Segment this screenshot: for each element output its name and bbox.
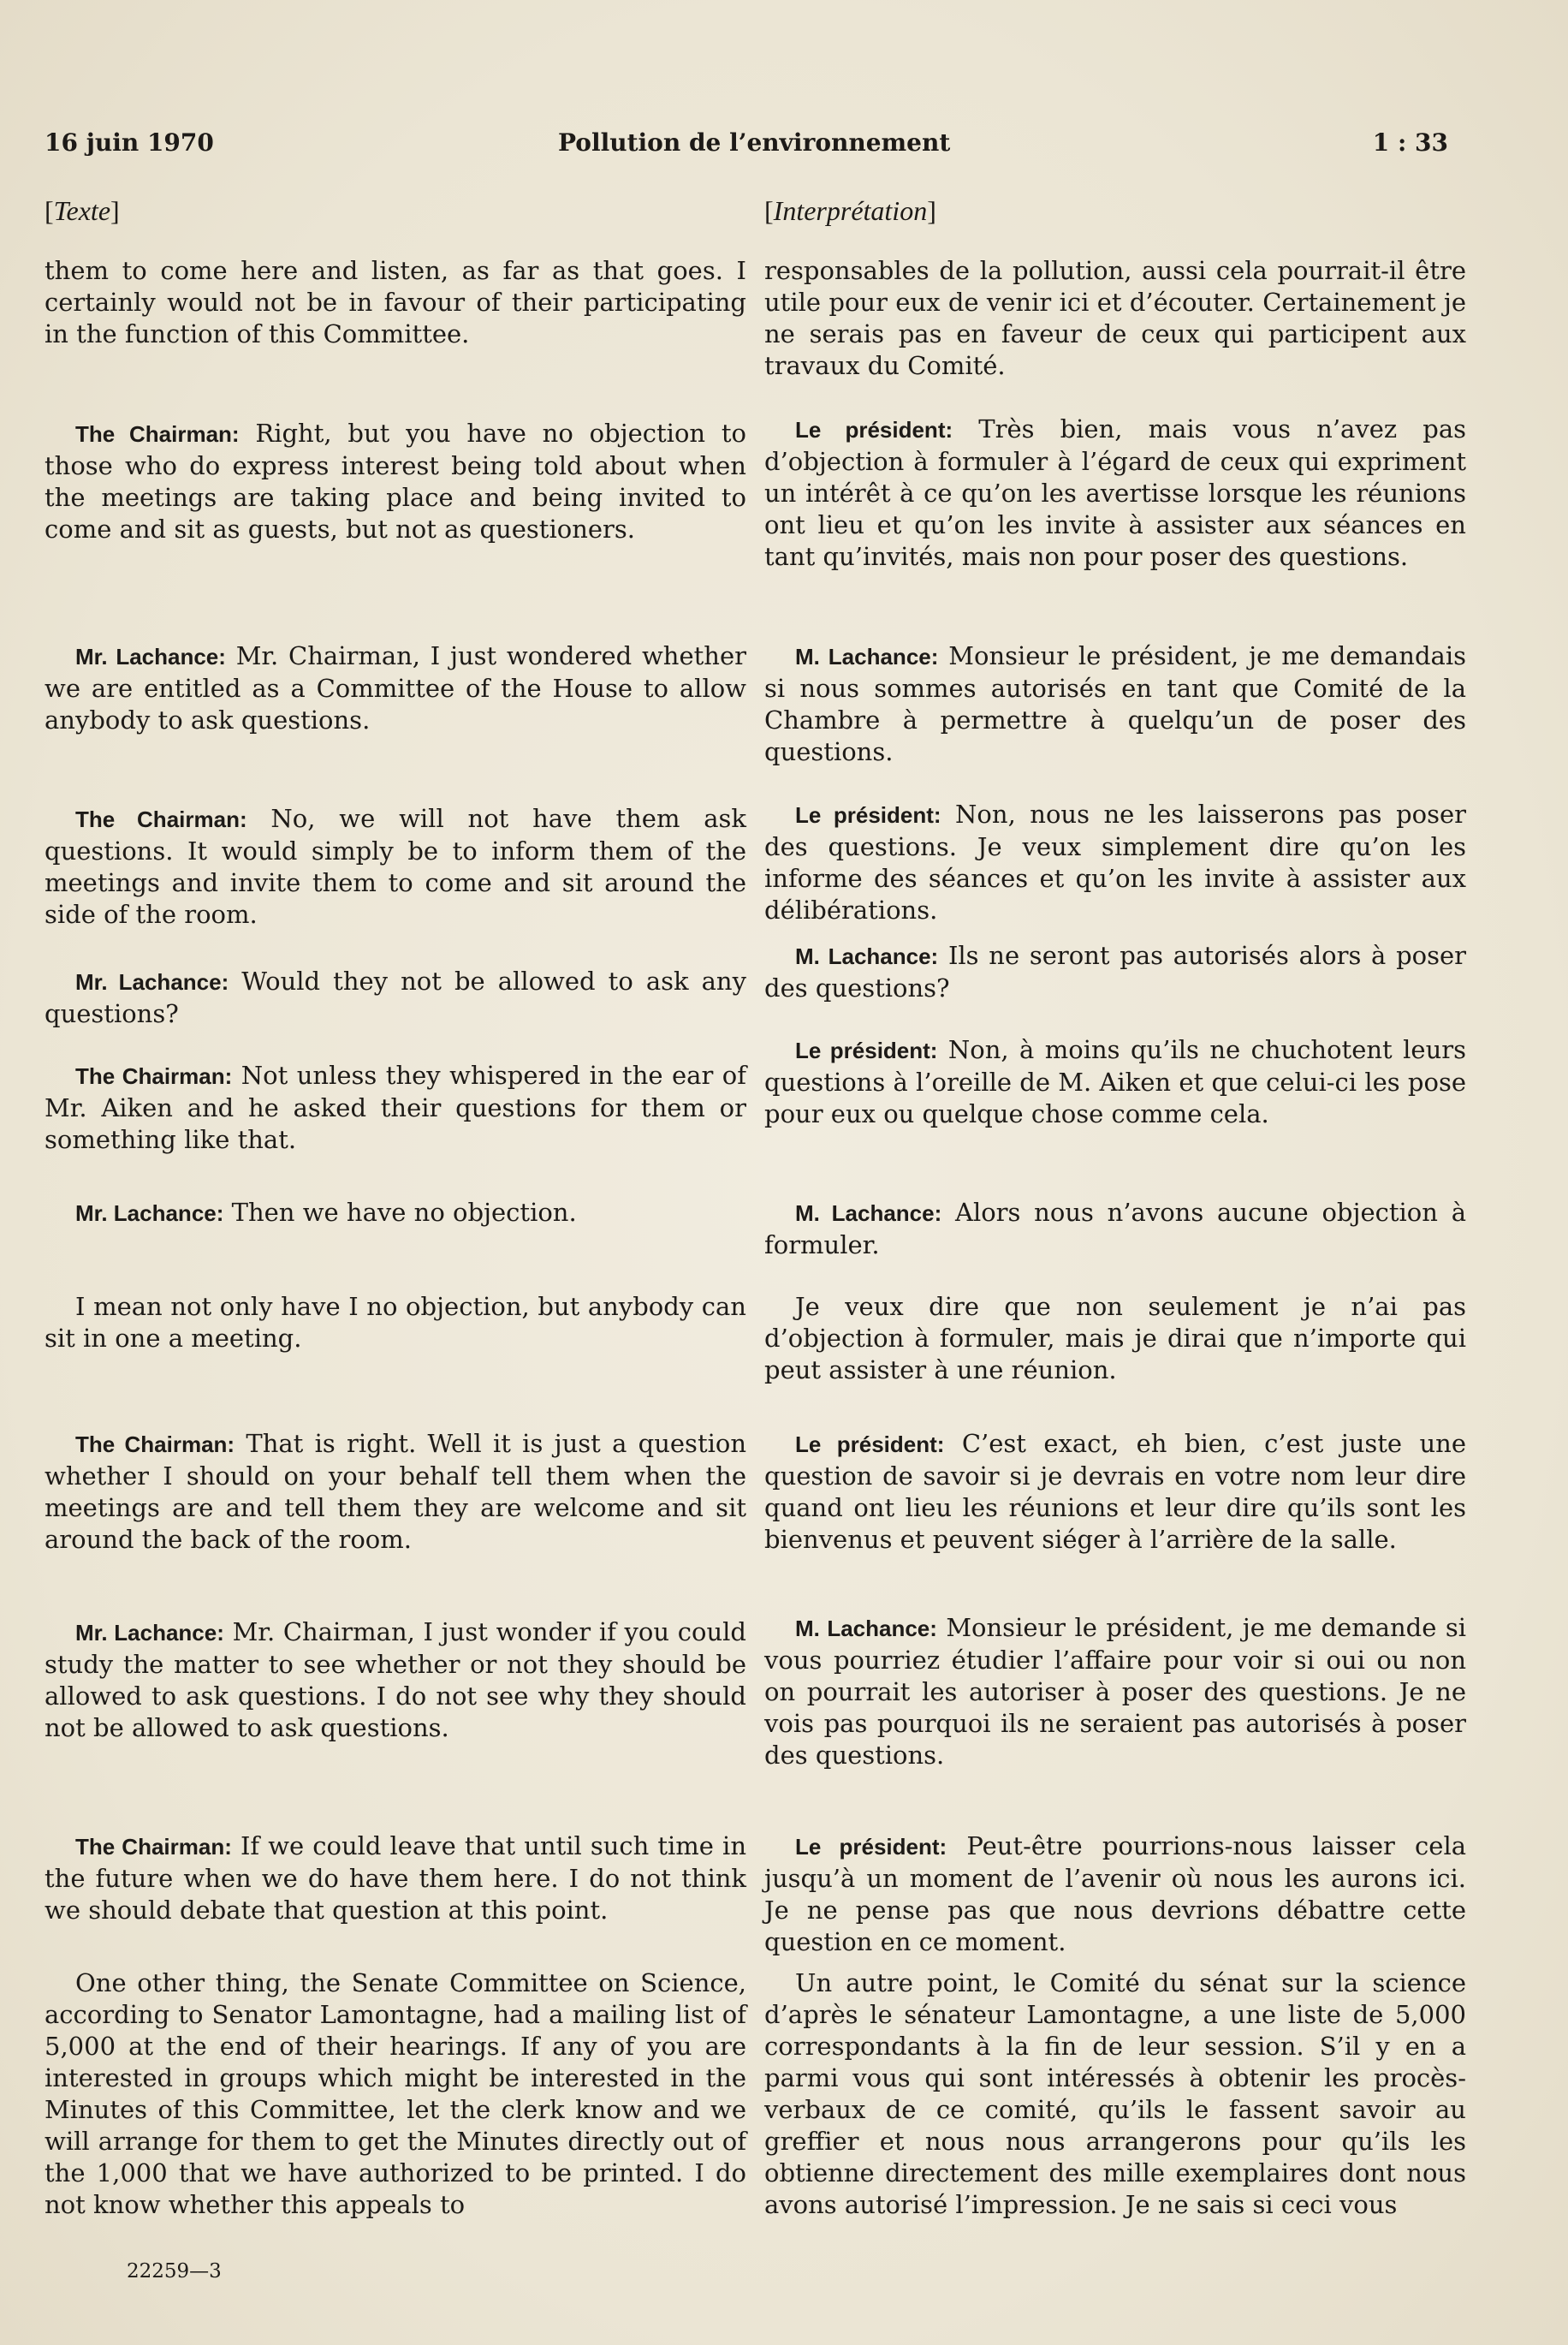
right-column-label: [Interprétation] [764, 195, 936, 226]
right-paragraph: M. Lachance: Monsieur le président, je me demande si vous pourriez étudier l’affaire pour voir si oui ou non on pourrait les autoriser à poser des questions. Je ne vois pas pourquoi ils ne seraient pas autorisés à poser des questions. [764, 1613, 1466, 1770]
left-column-label: [Texte] [45, 195, 120, 226]
speaker-name: M. Lachance: [795, 1200, 942, 1226]
left-paragraph: The Chairman: Not unless they whispered in the ear of Mr. Aiken and he asked their questions for them or something like that. [45, 1061, 746, 1154]
page-header [45, 128, 1448, 170]
right-column [764, 195, 1467, 2219]
speaker-name: The Chairman: [75, 806, 247, 832]
left-paragraph: them to come here and listen, as far as that goes. I certainly would not be in favour of their participating in the function of this Committee. [45, 256, 746, 348]
left-paragraph: Mr. Lachance: Then we have no objection. [75, 1198, 577, 1227]
speaker-name: The Chairman: [75, 1431, 235, 1457]
left-paragraph: The Chairman: If we could leave that until such time in the future when we do have them here. I do not think we should debate that question at this point. [45, 1831, 746, 1925]
speaker-name: M. Lachance: [795, 644, 939, 670]
left-paragraph: Mr. Lachance: Mr. Chairman, I just wondered whether we are entitled as a Committee of the House to allow anybody to ask questions. [45, 641, 746, 735]
right-paragraph: Un autre point, le Comité du sénat sur la science d’après le sénateur Lamontagne, a une liste de 5,000 correspondants à la fin de leur session. S’il y en a parmi vous qui sont intéressés à obtenir les procès-verbaux de ce comité, qu’ils le fassent savoir au greffier et nous nous arrangerons pour qu’ils les obtienne directement des mille exemplaires dont nous avons autorisé l’impression. Je ne sais si ceci vous [764, 1968, 1466, 2219]
left-paragraph: One other thing, the Senate Committee on Science, according to Senator Lamontagne, had a mailing list of 5,000 at the end of their hearings. If any of you are interested in groups which might be interested in the Minutes of this Committee, let the clerk know and we will arrange for them to get the Minutes directly out of the 1,000 that we have authorized to be printed. I do not know whether this appeals to [45, 1968, 746, 2219]
left-paragraph: Mr. Lachance: Mr. Chairman, I just wonder if you could study the matter to see whether or not they should be allowed to ask questions. I do not see why they should not be allowed to ask questions. [45, 1617, 746, 1742]
speaker-name: Mr. Lachance: [75, 969, 229, 995]
speaker-name: Mr. Lachance: [75, 644, 226, 670]
speaker-name: The Chairman: [75, 421, 240, 447]
right-paragraph: Le président: C’est exact, eh bien, c’est juste une question de savoir si je devrais en votre nom leur dire quand ont lieu les réunions et leur dire qu’ils sont les bienvenus et peuvent siéger à l’arrière de la salle. [764, 1429, 1466, 1554]
speaker-name: Le président: [795, 802, 941, 828]
left-paragraph: The Chairman: No, we will not have them ask questions. It would simply be to inform them of the meetings and invite them to come and sit around the side of the room. [45, 804, 746, 929]
left-paragraph: The Chairman: That is right. Well it is just a question whether I should on your behalf tell them when the meetings are and tell them they are welcome and sit around the back of the room. [45, 1429, 747, 1554]
right-paragraph: responsables de la pollution, aussi cela pourrait-il être utile pour eux de venir ici et d’écouter. Certainement je ne serais pas en faveur de ceux qui participent aux travaux du Comité. [764, 256, 1466, 380]
right-paragraph: M. Lachance: Monsieur le président, je me demandais si nous sommes autorisés en tant que Comité de la Chambre à permettre à quelqu’un de poser des questions. [764, 641, 1466, 766]
left-paragraph: The Chairman: Right, but you have no objection to those who do express interest being told about when the meetings are taking place and being invited to come and sit as guests, but not as questioners. [45, 419, 746, 544]
right-paragraph: M. Lachance: Ils ne seront pas autorisés alors à poser des questions? [764, 941, 1466, 1003]
speaker-name: Le président: [795, 1038, 938, 1063]
speaker-name: Le président: [795, 1431, 945, 1457]
speaker-name: Le président: [795, 417, 953, 443]
speaker-name: The Chairman: [75, 1834, 232, 1860]
right-paragraph: M. Lachance: Alors nous n’avons aucune objection à formuler. [764, 1198, 1466, 1259]
left-column [45, 195, 747, 2219]
speaker-name: M. Lachance: [795, 943, 939, 969]
header-date: 16 juin 1970 [45, 128, 214, 157]
left-paragraph: I mean not only have I no objection, but anybody can sit in one a meeting. [45, 1292, 746, 1353]
header-page-number: 1 : 33 [1372, 128, 1448, 157]
right-paragraph: Le président: Non, nous ne les laisserons pas poser des questions. Je veux simplement dire qu’on les informe des séances et qu’on les invite à assister aux délibérations. [764, 800, 1466, 925]
left-paragraph: Mr. Lachance: Would they not be allowed to ask any questions? [45, 967, 746, 1028]
speaker-name: M. Lachance: [795, 1616, 937, 1641]
footer-code: 22259—3 [127, 2260, 222, 2283]
header-title: Pollution de l’environnement [558, 128, 951, 157]
speaker-name: The Chairman: [75, 1063, 233, 1089]
right-paragraph: Le président: Peut-être pourrions-nous laisser cela jusqu’à un moment de l’avenir où nous les aurons ici. Je ne pense pas que nous devrions débattre cette question en ce moment. [764, 1831, 1467, 1956]
speaker-name: Mr. Lachance: [75, 1620, 224, 1646]
speaker-name: Mr. Lachance: [75, 1200, 224, 1226]
speaker-name: Le président: [795, 1834, 947, 1860]
right-paragraph: Le président: Très bien, mais vous n’avez pas d’objection à formuler à l’égard de ceux qui expriment un intérêt à ce qu’on les avertisse lorsque les réunions ont lieu et qu’on les invite à assister aux séances en tant qu’invités, mais non pour poser des questions. [764, 414, 1466, 571]
right-paragraph: Le président: Non, à moins qu’ils ne chuchotent leurs questions à l’oreille de M. Aiken et que celui-ci les pose pour eux ou quelque chose comme cela. [764, 1035, 1466, 1128]
right-paragraph: Je veux dire que non seulement je n’ai pas d’objection à formuler, mais je dirai que n’importe qui peut assister à une réunion. [764, 1292, 1466, 1384]
